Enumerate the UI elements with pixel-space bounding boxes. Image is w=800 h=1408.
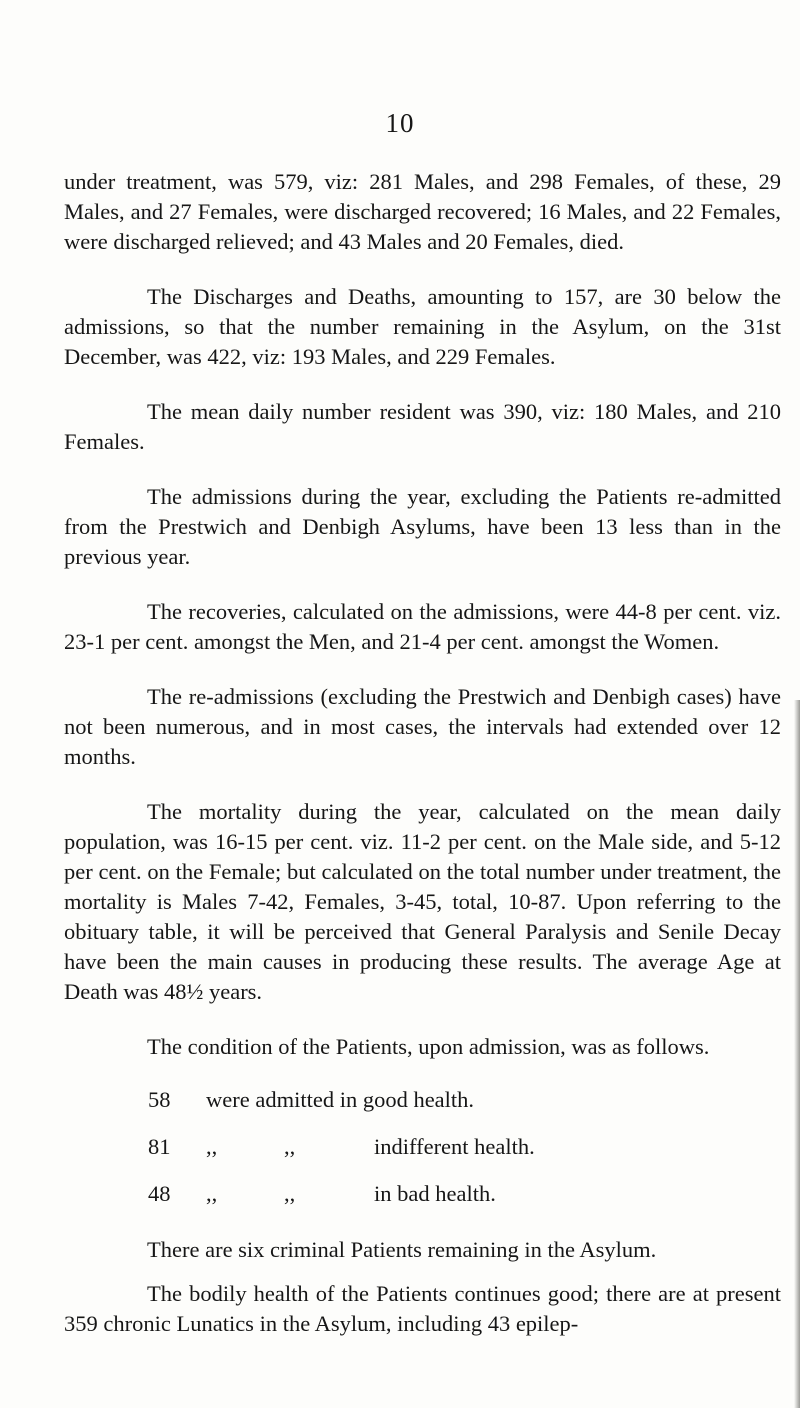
- paragraph-mortality: The mortality during the year, calculated on the mean daily population, was 16-15 per cent. viz. 11-2 per cent. on the Male side, and 5-12 per cent. on the Female; but calculated on the total number under treatment, the mortality is Males 7-42, Females, 3-45, total, 10-87. Upon referring to the obituary table, it will be perceived that General Paralysis and Senile Decay have been the main causes in producing these results. The average Age at Death was 48½ years.: [64, 799, 781, 1004]
- body-text: [64, 167, 781, 1364]
- paragraph-recoveries: The recoveries, calculated on the admissions, were 44-8 per cent. viz. 23-1 per cent. amongst the Men, and 21-4 per cent. amongst the Women.: [64, 599, 781, 654]
- list-item-text: indifferent health.: [374, 1133, 535, 1159]
- paragraph-criminal-patients: There are six criminal Patients remaining in the Asylum.: [147, 1237, 657, 1262]
- paragraph-mean-daily-number: The mean daily number resident was 390, viz: 180 Males, and 210 Females.: [64, 399, 781, 454]
- condition-list: [64, 1076, 781, 1217]
- ditto-mark: ,,: [206, 1133, 218, 1159]
- ditto-mark: ,,: [284, 1133, 296, 1159]
- paragraph-treatment-summary: under treatment, was 579, viz: 281 Males, and 298 Females, of these, 29 Males, and 27 Females, were discharged recovered; 16 Males, and 22 Females, were discharged relieved; and 43 Males and 20 Females, died.: [64, 169, 781, 254]
- paragraph-condition-intro: The condition of the Patients, upon admission, was as follows.: [147, 1034, 710, 1059]
- ditto-mark: ,,: [284, 1180, 296, 1206]
- list-item-count: 48: [148, 1180, 171, 1206]
- paragraph-readmissions: The re-admissions (excluding the Prestwich and Denbigh cases) have not been numerous, and in most cases, the intervals had extended over 12 months.: [64, 684, 781, 769]
- paragraph-bodily-health: The bodily health of the Patients continues good; there are at present 359 chronic Lunatics in the Asylum, including 43 epilep-: [64, 1281, 781, 1336]
- list-item: [64, 1123, 781, 1170]
- list-item-count: 81: [148, 1133, 171, 1159]
- list-item-text: were admitted in good health.: [206, 1086, 475, 1112]
- page-edge-shadow: [794, 700, 800, 1408]
- list-item: [64, 1170, 781, 1217]
- page-number: 10: [385, 108, 415, 138]
- list-item-count: 58: [148, 1086, 171, 1112]
- list-item: [64, 1076, 781, 1123]
- paragraph-admissions: The admissions during the year, excluding the Patients re-admitted from the Prestwich and Denbigh Asylums, have been 13 less than in the previous year.: [64, 484, 781, 569]
- list-item-text: in bad health.: [374, 1180, 496, 1206]
- ditto-mark: ,,: [206, 1180, 218, 1206]
- paragraph-discharges-deaths: The Discharges and Deaths, amounting to 157, are 30 below the admissions, so that the number remaining in the Asylum, on the 31st December, was 422, viz: 193 Males, and 229 Females.: [64, 284, 781, 369]
